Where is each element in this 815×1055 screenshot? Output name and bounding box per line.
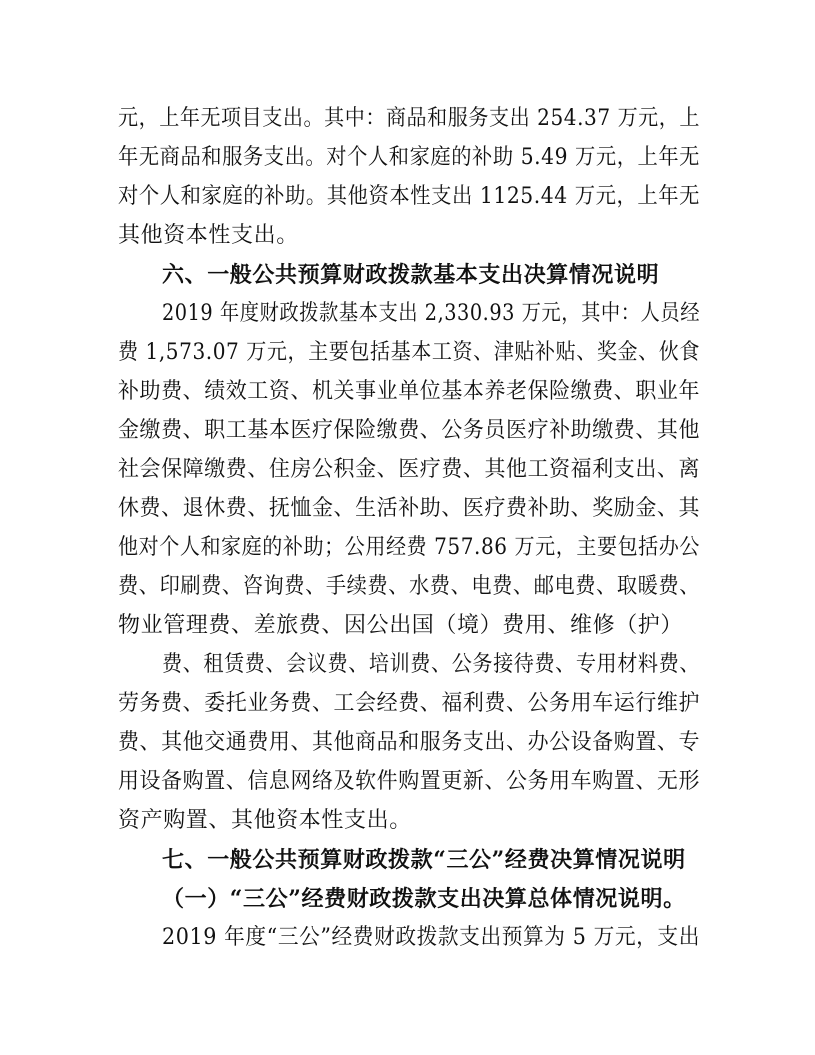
section-heading: 七、一般公共预算财政拨款“三公”经费决算情况说明 — [162, 847, 686, 873]
text-line: 物业管理费、差旅费、因公出国（境）费用、维修（护） — [118, 613, 684, 638]
subsection-heading: （一）“三公”经费财政拨款支出决算总体情况说明。 — [162, 886, 686, 912]
section-heading: 六、一般公共预算财政拨款基本支出决算情况说明 — [162, 262, 660, 288]
text-line: 资产购置、其他资本性支出。 — [118, 808, 412, 833]
text-line: 费 1,573.07 万元，主要包括基本工资、津贴补贴、奖金、伙食 — [118, 340, 701, 365]
text-line: 年无商品和服务支出。对个人和家庭的补助 5.49 万元，上年无 — [118, 145, 700, 170]
text-line: 费、其他交通费用、其他商品和服务支出、办公设备购置、专 — [118, 730, 701, 755]
text-line: 对个人和家庭的补助。其他资本性支出 1125.44 万元，上年无 — [118, 184, 701, 209]
text-line: 休费、退休费、抚恤金、生活补助、医疗费补助、奖励金、其 — [118, 496, 701, 521]
text-line: 费、印刷费、咨询费、手续费、水费、电费、邮电费、取暖费、 — [118, 574, 700, 599]
text-line: 金缴费、职工基本医疗保险缴费、公务员医疗补助缴费、其他 — [118, 418, 701, 443]
text-line: 费、租赁费、会议费、培训费、公务接待费、专用材料费、 — [162, 652, 701, 677]
text-line: 其他资本性支出。 — [118, 223, 299, 248]
text-line: 他对个人和家庭的补助；公用经费 757.86 万元，主要包括办公 — [118, 535, 701, 560]
text-line: 社会保障缴费、住房公积金、医疗费、其他工资福利支出、离 — [118, 457, 701, 482]
text-line: 用设备购置、信息网络及软件购置更新、公务用车购置、无形 — [118, 769, 701, 794]
text-line: 元，上年无项目支出。其中：商品和服务支出 254.37 万元，上 — [118, 106, 701, 131]
text-line: 2019 年度财政拨款基本支出 2,330.93 万元，其中：人员经 — [162, 301, 701, 326]
text-line: 劳务费、委托业务费、工会经费、福利费、公务用车运行维护 — [118, 691, 701, 716]
text-line: 补助费、绩效工资、机关事业单位基本养老保险缴费、职业年 — [118, 379, 701, 404]
text-line: 2019 年度“三公”经费财政拨款支出预算为 5 万元，支出 — [162, 925, 700, 950]
